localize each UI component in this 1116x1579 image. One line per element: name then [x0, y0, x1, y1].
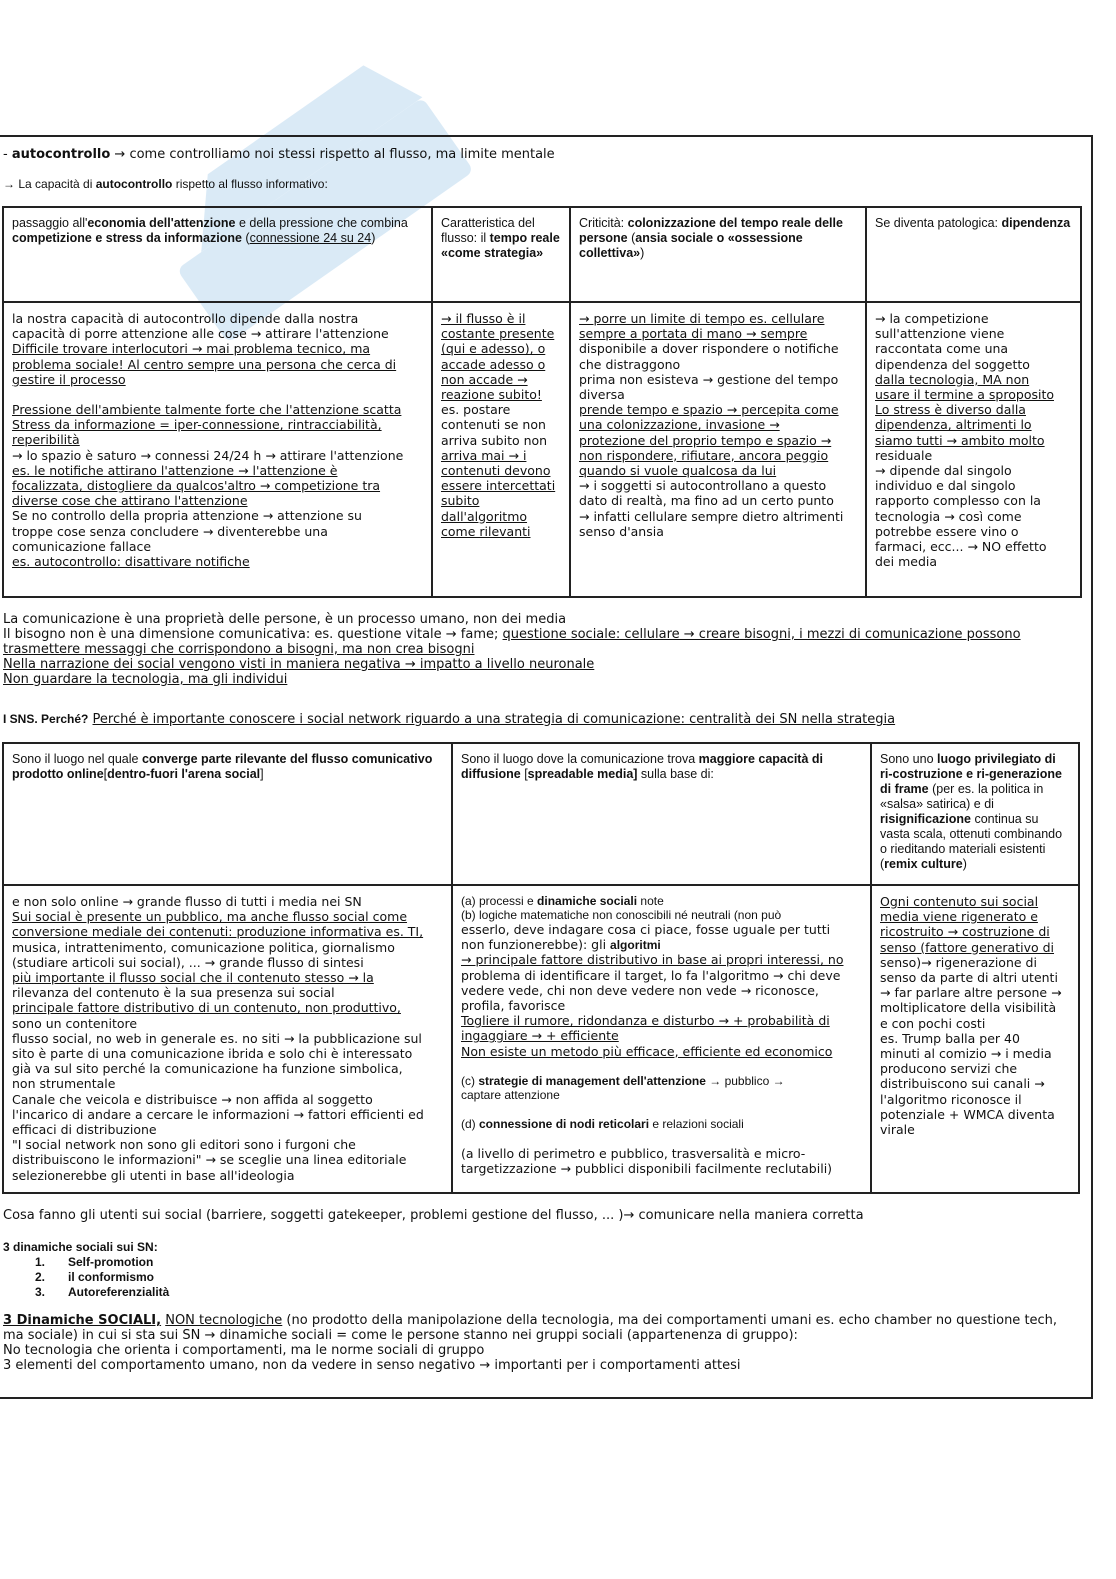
header-diffusion: Sono il luogo dove la comunicazione trova maggiore capacità di diffusione [spreadable media] sulla base di:	[452, 743, 871, 885]
social-dynamics-p3: No tecnologia che orienta i comportamenti, ma le norme sociali di gruppo	[3, 1343, 485, 1358]
header-dependency: Se diventa patologica: dipendenza	[866, 207, 1081, 302]
mid-line-5: Non guardare la tecnologia, ma gli individui	[3, 672, 288, 687]
dynamics-title: 3 dinamiche sociali sui SN:	[3, 1240, 158, 1254]
header-converge: Sono il luogo nel quale converge parte rilevante del flusso comunicativo prodotto online[dentro-fuori l'arena social]	[3, 743, 452, 885]
cell-regeneration: Ogni contenuto sui social media viene rigenerato e ricostruito → costruzione di senso (fattore generativo di senso)→ rigenerazione di senso da parte di altri utenti → far parlare altre persone → moltiplicatore della visibilità e con pochi costi es. Trump balla per 40 minuti al comizio → i media producono servizi che distribuiscono sui canali → l'algoritmo riconosce il potenziale + WMCA diventa virale	[871, 885, 1079, 1193]
sns-table-body	[3, 885, 1079, 1193]
attention-table	[2, 206, 1082, 598]
sns-table-header	[3, 743, 1079, 885]
cell-real-time-flow: → il flusso è il costante presente (qui e adesso), o accade adesso o non accade → reazione subito! es. postare contenuti se non arriva subito non arriva mai → i contenuti devono essere intercettati subito dall'algoritmo come rilevanti	[432, 302, 570, 597]
cell-diffusion-basis: (a) processi e dinamiche sociali note (b) logiche matematiche non conoscibili né neutrali (non può esserlo, deve indagare cosa ci piace, fosse uguale per tutti non funzionerebbe): gli algoritmi → principale fattore distributivo in base ai propri interessi, no problema di identificare il target, lo fa l'algoritmo → chi deve vedere vede, chi non deve vedere non vede → riconosce, profila, favorisce Togliere il rumore, ridondanza e disturbo → + probabilità di ingaggiare → + efficiente Non esiste un metodo più efficace, efficiente ed economico (c) strategie di management dell'attenzione → pubblico → captare attenzione (d) connessione di nodi reticolari e relazioni sociali (a livello di perimetro e pubblico, trasversalità e micro- targetizzazione → pubblici disponibili facilmente reclutabili)	[452, 885, 871, 1193]
attention-table-body	[3, 302, 1081, 597]
list-item: 1. Self-promotion	[35, 1255, 154, 1269]
sns-heading: I SNS. Perché? Perché è importante conoscere i social network riguardo a una strategia di comunicazione: centralità dei SN nella strategia	[3, 712, 896, 727]
header-attention-economy: passaggio all'economia dell'attenzione e della pressione che combina competizione e stress da informazione (connessione 24 su 24)	[3, 207, 432, 302]
mid-line-3: trasmettere messaggi che corrispondono a bisogni, ma non crea bisogni	[3, 642, 475, 657]
header-reframe: Sono uno luogo privilegiato di ri-costruzione e ri-generazione di frame (per es. la politica in «salsa» satirica) e di risignificazione continua su vasta scala, ottenuti combinando o rieditando materiali esistenti (remix culture)	[871, 743, 1079, 885]
header-criticality: Criticità: colonizzazione del tempo reale delle persone (ansia sociale o «ossessione collettiva»)	[570, 207, 866, 302]
attention-table-header	[3, 207, 1081, 302]
dynamics-list	[35, 1255, 169, 1300]
cell-autocontrol: la nostra capacità di autocontrollo dipende dalla nostra capacità di porre attenzione alle cose → attirare l'attenzione Difficile trovare interlocutori → mai problema tecnico, ma problema sociale! Al centro sempre una persona che cerca di gestire il processo Pressione dell'ambiente talmente forte che l'attenzione scatta Stress da informazione = iper-connessione, rintracciabilità, reperibilità → lo spazio è saturo → connessi 24/24 h → attirare l'attenzione es. le notifiche attirano l'attenzione → l'attenzione è focalizzata, distogliere da qualcos'altro → competizione tra diverse cose che attirano l'attenzione Se no controllo della propria attenzione → attenzione su troppe cose senza concludere → diventerebbe una comunicazione fallace es. autocontrollo: disattivare notifiche	[3, 302, 432, 597]
users-question: Cosa fanno gli utenti sui social (barriere, soggetti gatekeeper, problemi gestione del flusso, ... )→ comunicare nella maniera corretta	[3, 1208, 864, 1223]
cell-colonization: → porre un limite di tempo es. cellulare sempre a portata di mano → sempre disponibile a dover rispondere o notifiche che distraggono prima non esisteva → gestione del tempo diversa prende tempo e spazio → percepita come una colonizzazione, invasione → protezione del proprio tempo e spazio → non rispondere, rifiutare, ancora peggio quando si vuole qualcosa da lui → i soggetti si autocontrollano a questo dato di realtà, ma fino ad un certo punto → infatti cellulare sempre dietro altrimenti senso d'ansia	[570, 302, 866, 597]
list-item: 3. Autoreferenzialità	[35, 1285, 170, 1299]
mid-line-1: La comunicazione è una proprietà delle persone, è un processo umano, non dei media	[3, 612, 567, 627]
social-dynamics-p4: 3 elementi del comportamento umano, non da vedere in senso negativo → importanti per i comportamenti attesi	[3, 1358, 741, 1373]
header-real-time: Caratteristica del flusso: il tempo reale «come strategia»	[432, 207, 570, 302]
cell-dependency: → la competizione sull'attenzione viene raccontata come una dipendenza del soggetto dalla tecnologia, MA non usare il termine a sproposito Lo stress è diverso dalla dipendenza, altrimenti lo siamo tutti → ambito molto residuale → dipende dal singolo individuo e dal singolo rapporto complesso con la tecnologia → così come potrebbe essere vino o farmaci, ecc... → NO effetto dei media	[866, 302, 1081, 597]
list-item: 2. il conformismo	[35, 1270, 155, 1284]
cell-flow-online: e non solo online → grande flusso di tutti i media nei SN Sui social è presente un pubblico, ma anche flusso social come conversione mediale dei contenuti: produzione informativa es. TI, musica, intrattenimento, comunicazione politica, giornalismo (studiare articoli sui social), ... → grande flusso di sintesi più importante il flusso social che il contenuto stesso → la rilevanza del contenuto è la sua presenza sui social principale fattore distributivo di un contenuto, non produttivo, sono un contenitore flusso social, no web in generale es. no siti → la pubblicazione sul sito è parte di una comunicazione ibrida e solo chi è interessato già va sul sito perché la comunicazione ha funzione simbolica, non strumentale Canale che veicola e distribuisce → non affida al soggetto l'incarico di andare a cercare le informazioni → fattori efficienti ed efficaci di distribuzione "I social network non sono gli editori sono i furgoni che distribuiscono le informazioni" → se sceglie una linea editoriale selezionerebbe gli utenti in base all'ideologia	[3, 885, 452, 1193]
sns-table	[2, 742, 1080, 1194]
mid-line-4: Nella narrazione dei social vengono visti in maniera negativa → impatto a livello neuronale	[3, 657, 595, 672]
social-dynamics-p1: 3 Dinamiche SOCIALI, NON tecnologiche (no prodotto della manipolazione della tecnologia, ma dei comportamenti umani es. echo chamber no questione tech,	[3, 1313, 1058, 1328]
intro-line-2: → La capacità di autocontrollo rispetto al flusso informativo:	[3, 177, 328, 191]
social-dynamics-p2: ma sociale) in cui si sta sui SN → dinamiche sociali = come le persone stanno nei gruppi sociali (appartenenza di gruppo):	[3, 1328, 798, 1343]
intro-line-1: - autocontrollo → come controlliamo noi stessi rispetto al flusso, ma limite mentale	[3, 147, 555, 162]
mid-line-2: Il bisogno non è una dimensione comunicativa: es. questione vitale → fame; questione sociale: cellulare → creare bisogni, i mezzi di comunicazione possono	[3, 627, 1021, 642]
